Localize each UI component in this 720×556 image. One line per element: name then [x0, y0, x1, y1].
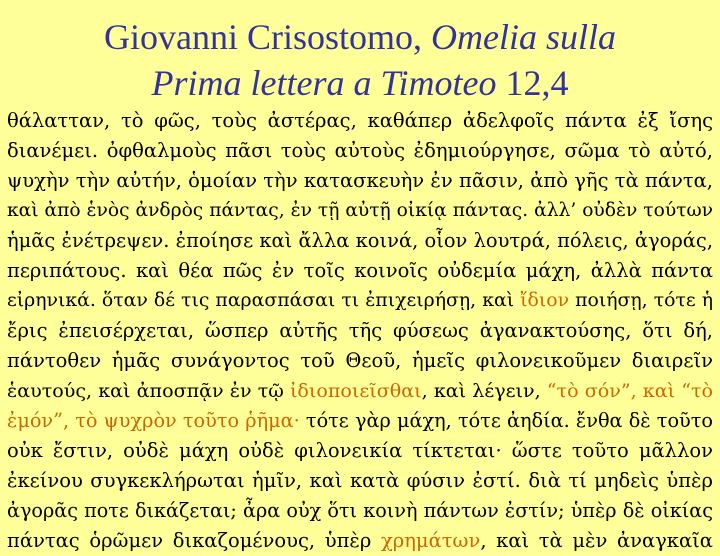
text-segment: ἐκείνου συγκεκλήρωται ἡμῖν, καὶ κατὰ φύσιν ἐστί. διὰ τί μηδεὶς ὑπὲρ: [7, 469, 713, 492]
text-line: [7, 436, 713, 466]
text-line: [7, 406, 713, 436]
text-line: [7, 496, 713, 526]
text-segment: ποιήσῃ, τότε ἡ: [569, 290, 713, 311]
text-segment: ψυχὴν τὴν αὐτήν, ὁμοίαν τὴν κατασκευὴν ἐν πᾶσιν, ἀπὸ γῆς τὰ πάντα,: [7, 169, 713, 192]
text-line: [7, 136, 713, 166]
text-segment: καὶ ἀπὸ ἑνὸς ἀνδρὸς πάντας, ἐν τῇ αὐτῇ οἰκίᾳ πάντας. ἀλλ’ οὐδὲν τούτων: [7, 200, 713, 221]
text-line: [7, 106, 713, 136]
text-line: [7, 466, 713, 496]
text-segment: ἀγορᾶς ποτε δικάζεται; ἆρα οὐχ ὅτι κοινὴ πάντων ἐστίν; ὑπὲρ δὲ οἰκίας: [7, 499, 713, 522]
highlighted-phrase: “τὸ σόν”, καὶ “τὸ: [546, 379, 713, 402]
text-segment: εἰρηνικά. ὅταν δέ τις παρασπάσαι τι ἐπιχειρήσῃ, καὶ: [7, 290, 521, 311]
text-segment: , καὶ τὰ μὲν ἀναγκαῖα: [480, 529, 713, 552]
text-segment: πάντας ὁρῶμεν δικαζομένους, ὑπὲρ: [7, 529, 381, 552]
text-segment: πάντοθεν ἡμᾶς συνάγοντος τοῦ Θεοῦ, ἡμεῖς φιλονεικοῦμεν διαιρεῖν: [7, 349, 713, 372]
text-line: [7, 316, 713, 346]
highlighted-phrase: ἴδιον: [520, 290, 570, 311]
text-line: [7, 526, 713, 556]
text-line: [7, 286, 713, 316]
title-work-part2: Prima lettera a Timoteo: [151, 63, 497, 103]
text-line: [7, 376, 713, 406]
text-segment: θάλατταν, τὸ φῶς, τοὺς ἀστέρας, καθάπερ ἀδελφοῖς πάντα ἐξ ἴσης: [7, 109, 713, 132]
text-line: [7, 166, 713, 196]
text-segment: τότε γὰρ μάχη, τότε ἀηδία. ἔνθα δὲ τοῦτο: [299, 409, 713, 432]
highlighted-phrase: ἐμόν”, τὸ ψυχρὸν τοῦτο ῥῆμα·: [7, 409, 300, 432]
text-line: [7, 346, 713, 376]
text-segment: διανέμει. ὀφθαλμοὺς πᾶσι τοὺς αὐτοὺς ἐδημιούργησε, σῶμα τὸ αὐτό,: [7, 139, 713, 162]
highlighted-phrase: ἰδιοποιεῖσθαι: [289, 379, 422, 402]
title-work-part1: Omelia sulla: [431, 17, 616, 57]
text-line: [7, 226, 713, 256]
greek-text-body: [7, 106, 713, 556]
text-segment: , καὶ λέγειν,: [421, 379, 547, 402]
text-segment: οὐκ ἔστιν, οὐδὲ μάχη οὐδὲ φιλονεικία τίκτεται· ὥστε τοῦτο μᾶλλον: [7, 439, 713, 462]
text-line: [7, 256, 713, 286]
text-segment: περιπάτους. καὶ θέα πῶς ἐν τοῖς κοινοῖς οὐδεμία μάχη, ἀλλὰ πάντα: [7, 259, 713, 282]
text-line: [7, 196, 713, 226]
text-segment: ἑαυτούς, καὶ ἀποσπᾷν ἐν τῷ: [7, 379, 290, 402]
title-author: Giovanni Crisostomo,: [103, 17, 431, 57]
text-segment: ἔρις ἐπεισέρχεται, ὥσπερ αὐτῆς τῆς φύσεως ἀγανακτούσης, ὅτι δή,: [7, 319, 713, 342]
title-line-1: [0, 14, 720, 60]
slide-title: [0, 14, 720, 106]
text-segment: ἡμᾶς ἐνέτρεψεν. ἐποίησε καὶ ἄλλα κοινά, οἷον λουτρά, πόλεις, ἀγοράς,: [7, 229, 713, 252]
title-reference: 12,4: [496, 63, 569, 103]
title-line-2: [0, 60, 720, 106]
highlighted-phrase: χρημάτων: [380, 529, 481, 552]
